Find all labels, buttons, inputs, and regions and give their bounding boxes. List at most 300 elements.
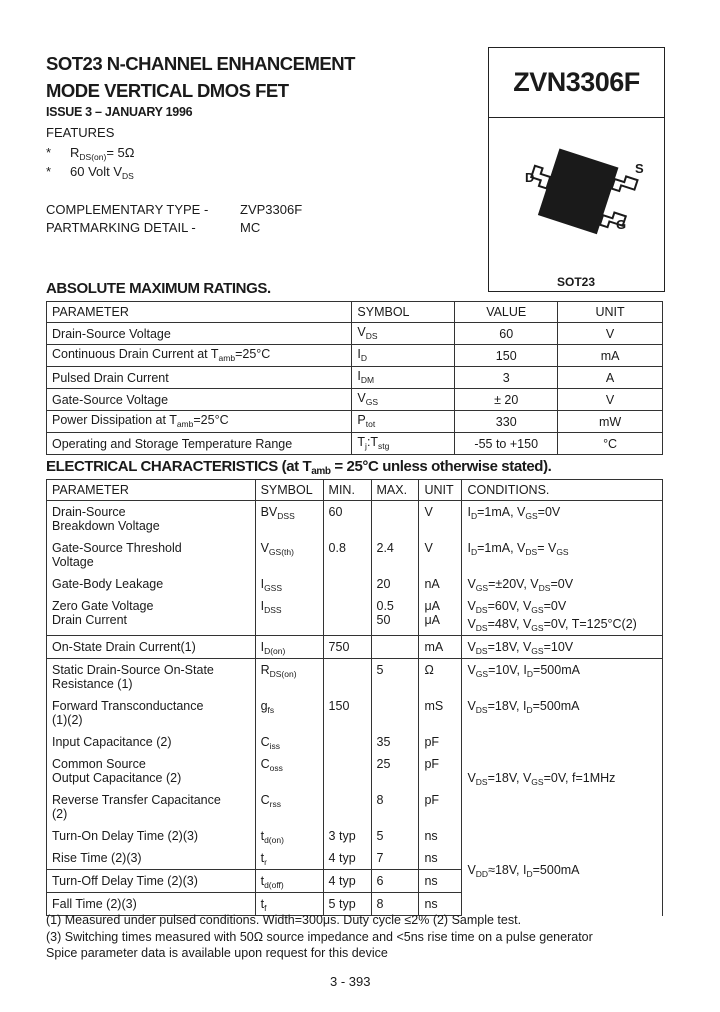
- sot23-package-diagram: [489, 116, 664, 291]
- elec-conditions-sub: GS: [531, 777, 544, 787]
- elec-min: [323, 789, 371, 825]
- elec-conditions-text: V: [522, 599, 532, 613]
- elec-parameter: [47, 870, 256, 893]
- elec-conditions-text: =0V: [543, 599, 567, 613]
- abs-max-parameter-text: Gate-Source Voltage: [52, 392, 169, 407]
- elec-conditions-text: V: [522, 617, 532, 631]
- footnote-2: (3) Switching times measured with 50Ω source impedance and <5ns rise time on a pulse generator: [46, 930, 593, 944]
- elec-parameter-text: (2): [52, 807, 68, 821]
- elec-conditions-text: V: [467, 617, 476, 631]
- elec-conditions-sub: GS: [525, 511, 538, 521]
- elec-max: [371, 753, 419, 789]
- elec-heading-a: ELECTRICAL CHARACTERISTICS (at T: [46, 458, 312, 475]
- elec-max-text: 8: [376, 793, 384, 807]
- elec-conditions-text: V: [467, 771, 476, 785]
- elec-heading-b: = 25°C unless otherwise stated).: [330, 458, 552, 475]
- elec-unit: [419, 753, 462, 789]
- elec-max-text: 5: [376, 829, 384, 843]
- elec-unit: [419, 695, 462, 731]
- elec-max: [371, 659, 419, 696]
- feature-vds-sub: DS: [122, 171, 134, 181]
- abs-max-symbol-main: T: [357, 434, 366, 449]
- package-box: [488, 116, 665, 292]
- elec-conditions-text: ≈18V,: [488, 863, 523, 878]
- elec-max-text: 2.4: [376, 541, 394, 555]
- elec-conditions-sub: DS: [525, 547, 538, 557]
- abs-max-table: [46, 301, 663, 455]
- abs-max-header-row: [47, 302, 663, 323]
- elec-unit-text: ns: [424, 897, 438, 911]
- elec-max: [371, 636, 419, 659]
- elec-conditions-sub: D: [526, 705, 533, 715]
- elec-min: [323, 537, 371, 573]
- feature-vds: [70, 164, 134, 181]
- abs-max-unit: °C: [558, 433, 663, 455]
- elec-min-text: 5 typ: [328, 897, 356, 911]
- elec-symbol: [255, 731, 323, 753]
- elec-conditions-text: =1mA,: [477, 505, 518, 519]
- elec-conditions-text: =60V,: [487, 599, 523, 613]
- elec-unit: [419, 595, 462, 636]
- elec-conditions-text: V: [467, 640, 476, 654]
- elec-parameter-text: Drain Current: [52, 613, 128, 627]
- elec-max-text: 50: [376, 613, 391, 627]
- elec-min-text: 60: [328, 505, 343, 519]
- abs-max-symbol-main: V: [357, 390, 366, 405]
- elec-conditions-text: V: [517, 541, 526, 555]
- abs-max-heading: ABSOLUTE MAXIMUM RATINGS.: [46, 280, 271, 297]
- elec-symbol-sub: DSS: [264, 605, 282, 615]
- elec-row: [47, 825, 663, 847]
- elec-conditions-sub: GS: [475, 583, 489, 593]
- elec-header-cell: MIN.: [323, 480, 371, 501]
- elec-unit: [419, 501, 462, 538]
- elec-symbol: [255, 659, 323, 696]
- elec-unit: [419, 731, 462, 753]
- elec-unit: [419, 847, 462, 870]
- elec-conditions-text: I: [467, 505, 471, 519]
- elec-parameter-text: Forward Transconductance: [52, 699, 204, 713]
- abs-max-unit: mW: [558, 411, 663, 433]
- elec-unit-text: ns: [424, 851, 438, 865]
- elec-conditions-text: =: [537, 541, 548, 555]
- elec-conditions: [462, 695, 663, 731]
- elec-conditions-sub: GS: [531, 605, 544, 615]
- elec-symbol-sub: GSS: [264, 583, 283, 593]
- elec-min-text: 4 typ: [328, 874, 356, 888]
- elec-conditions-sub: DS: [475, 777, 488, 787]
- elec-row: [47, 636, 663, 659]
- abs-max-symbol-main: :T: [366, 434, 379, 449]
- elec-symbol: [255, 825, 323, 847]
- elec-symbol-sub: oss: [269, 763, 283, 773]
- elec-conditions-sub: GS: [556, 547, 569, 557]
- elec-min: [323, 636, 371, 659]
- elec-min: [323, 695, 371, 731]
- elec-conditions: [462, 825, 663, 916]
- elec-symbol-main: I: [260, 640, 265, 654]
- elec-parameter-text: Gate-Body Leakage: [52, 577, 164, 591]
- elec-conditions-sub: DS: [538, 583, 551, 593]
- elec-conditions-text: =500mA: [532, 863, 580, 878]
- abs-max-symbol-main: V: [357, 324, 366, 339]
- elec-max-text: 6: [376, 874, 384, 888]
- page-number: 3 - 393: [330, 974, 371, 989]
- elec-conditions: [462, 731, 663, 825]
- elec-conditions-sub: DS: [475, 705, 488, 715]
- elec-symbol-sub: DS(on): [269, 669, 297, 679]
- elec-conditions-text: V: [522, 640, 532, 654]
- elec-unit: [419, 789, 462, 825]
- abs-max-parameter-text: Drain-Source Voltage: [52, 326, 171, 341]
- abs-max-parameter-text: Power Dissipation at T: [52, 412, 177, 427]
- elec-parameter-text: Turn-On Delay Time (2)(3): [52, 829, 199, 843]
- elec-conditions-sub: DD: [475, 869, 489, 880]
- elec-symbol-main: I: [260, 577, 265, 591]
- elec-conditions-text: V: [467, 863, 476, 878]
- elec-parameter-text: On-State Drain Current(1): [52, 640, 196, 654]
- feature-rdson-sub: DS(on): [79, 152, 107, 162]
- elec-conditions-text: =0V: [550, 577, 574, 591]
- abs-max-symbol-main: I: [357, 346, 361, 361]
- abs-max-unit: A: [558, 367, 663, 389]
- elec-conditions-text: V: [467, 577, 476, 591]
- abs-max-row: [47, 367, 663, 389]
- elec-parameter: [47, 636, 256, 659]
- elec-symbol-sub: iss: [269, 741, 280, 751]
- elec-symbol-sub: rss: [269, 799, 281, 809]
- elec-unit-text: V: [424, 541, 433, 555]
- title-line-1: SOT23 N-CHANNEL ENHANCEMENT: [46, 53, 355, 74]
- elec-max-text: 0.5: [376, 599, 394, 613]
- elec-parameter: [47, 753, 256, 789]
- elec-symbol-main: R: [260, 663, 270, 677]
- abs-max-symbol: [352, 345, 455, 367]
- elec-parameter-text: Static Drain-Source On-State: [52, 663, 214, 677]
- elec-symbol: [255, 595, 323, 636]
- abs-max-parameter: [47, 367, 352, 389]
- elec-parameter: [47, 731, 256, 753]
- elec-unit-text: μA: [424, 613, 441, 627]
- elec-header-cell: UNIT: [419, 480, 462, 501]
- elec-symbol-main: t: [260, 829, 265, 843]
- elec-conditions-text: =500mA: [532, 699, 580, 713]
- abs-max-value: ± 20: [455, 389, 558, 411]
- elec-conditions-text: =500mA: [533, 663, 580, 677]
- footnote-1: (1) Measured under pulsed conditions. Width=300μs. Duty cycle ≤2% (2) Sample test.: [46, 913, 522, 927]
- elec-min: [323, 595, 371, 636]
- elec-min-text: 0.8: [328, 541, 346, 555]
- elec-conditions: [462, 659, 663, 696]
- document-title: [46, 50, 355, 104]
- abs-max-parameter: [47, 411, 352, 433]
- elec-symbol: [255, 636, 323, 659]
- elec-symbol-main: g: [260, 699, 268, 713]
- abs-max-symbol: [352, 433, 455, 455]
- elec-conditions-text: =0V, f=1MHz: [543, 771, 616, 785]
- elec-symbol-main: C: [260, 757, 270, 771]
- elec-parameter-text: Drain-Source: [52, 505, 126, 519]
- abs-max-symbol-sub: D: [360, 352, 368, 363]
- elec-parameter: [47, 789, 256, 825]
- elec-header-cell: MAX.: [371, 480, 419, 501]
- abs-max-parameter: [47, 389, 352, 411]
- elec-symbol-main: V: [260, 541, 269, 555]
- elec-heading: [46, 458, 551, 477]
- elec-conditions-text: V: [467, 699, 476, 713]
- elec-symbol-main: BV: [260, 505, 278, 519]
- elec-parameter: [47, 573, 256, 595]
- abs-max-value: 60: [455, 323, 558, 345]
- elec-header-cell: PARAMETER: [47, 480, 256, 501]
- elec-min-text: 4 typ: [328, 851, 356, 865]
- elec-conditions-text: I: [522, 699, 527, 713]
- abs-max-parameter: [47, 433, 352, 455]
- abs-max-parameter-text: Operating and Storage Temperature Range: [52, 436, 293, 451]
- pin-label-s: S: [635, 161, 644, 176]
- elec-symbol-sub: fs: [267, 705, 275, 715]
- elec-conditions-sub: GS: [531, 623, 544, 633]
- elec-unit: [419, 870, 462, 893]
- complementary-type-value: ZVP3306F: [240, 202, 303, 217]
- elec-parameter: [47, 501, 256, 538]
- elec-symbol: [255, 789, 323, 825]
- elec-unit-text: pF: [424, 793, 440, 807]
- pin-label-g: G: [616, 217, 627, 232]
- elec-min: [323, 753, 371, 789]
- elec-unit: [419, 636, 462, 659]
- elec-max-text: 25: [376, 757, 391, 771]
- abs-max-symbol: [352, 411, 455, 433]
- elec-symbol-main: t: [260, 874, 265, 888]
- elec-unit-text: pF: [424, 735, 440, 749]
- abs-max-symbol-sub: j: [365, 440, 367, 451]
- elec-parameter-text: Fall Time (2)(3): [52, 897, 137, 911]
- abs-max-header-cell: VALUE: [455, 302, 558, 323]
- elec-unit-text: V: [424, 505, 433, 519]
- elec-parameter-text: Turn-Off Delay Time (2)(3): [52, 874, 198, 888]
- elec-conditions-text: =0V: [537, 505, 561, 519]
- elec-conditions-text: =18V,: [487, 699, 523, 713]
- abs-max-header-cell: PARAMETER: [47, 302, 352, 323]
- elec-parameter-text: Rise Time (2)(3): [52, 851, 142, 865]
- abs-max-symbol-main: I: [357, 368, 361, 383]
- abs-max-symbol: [352, 323, 455, 345]
- elec-max-text: 20: [376, 577, 391, 591]
- pin-label-d: D: [525, 170, 535, 185]
- abs-max-symbol-sub: tot: [365, 418, 376, 429]
- elec-max: [371, 847, 419, 870]
- elec-parameter-text: Breakdown Voltage: [52, 519, 160, 533]
- elec-parameter: [47, 695, 256, 731]
- elec-max-text: 35: [376, 735, 391, 749]
- elec-conditions-text: V: [547, 541, 557, 555]
- elec-parameter-text: Zero Gate Voltage: [52, 599, 154, 613]
- elec-conditions-sub: DS: [475, 623, 488, 633]
- elec-unit: [419, 537, 462, 573]
- elec-unit: [419, 825, 462, 847]
- part-number-box: [488, 47, 665, 118]
- elec-parameter: [47, 847, 256, 870]
- abs-max-parameter-sub: amb: [176, 418, 194, 429]
- elec-conditions-text: V: [530, 577, 539, 591]
- elec-min: [323, 847, 371, 870]
- abs-max-symbol-sub: DS: [365, 330, 378, 341]
- elec-min-text: 150: [328, 699, 350, 713]
- abs-max-symbol: [352, 367, 455, 389]
- feature-bullet-1: *: [46, 145, 52, 160]
- elec-row: [47, 501, 663, 538]
- elec-symbol-sub: GS(th): [268, 547, 294, 557]
- elec-max: [371, 573, 419, 595]
- abs-max-row: [47, 389, 663, 411]
- elec-conditions-text: I: [522, 863, 527, 878]
- elec-max-text: 5: [376, 663, 384, 677]
- abs-max-unit: V: [558, 323, 663, 345]
- elec-parameter-text: Common Source: [52, 757, 146, 771]
- elec-conditions-sub: D: [526, 669, 534, 679]
- elec-unit-text: mS: [424, 699, 444, 713]
- feature-rdson-main: R: [70, 145, 80, 160]
- elec-symbol-main: t: [260, 851, 265, 865]
- elec-min: [323, 870, 371, 893]
- elec-unit-text: ns: [424, 874, 438, 888]
- abs-max-parameter-rest: =25°C: [193, 412, 229, 427]
- elec-conditions-sub: GS: [475, 669, 489, 679]
- elec-header-cell: SYMBOL: [255, 480, 323, 501]
- package-name: SOT23: [556, 275, 596, 289]
- elec-header-cell: CONDITIONS.: [462, 480, 663, 501]
- elec-parameter: [47, 595, 256, 636]
- elec-symbol: [255, 753, 323, 789]
- elec-conditions-text: =18V,: [487, 640, 523, 654]
- partmarking-value: MC: [240, 220, 261, 235]
- title-line-2: MODE VERTICAL DMOS FET: [46, 80, 289, 101]
- footnote-3: Spice parameter data is available upon request for this device: [46, 946, 388, 960]
- elec-unit: [419, 659, 462, 696]
- elec-conditions-text: =10V,: [488, 663, 524, 677]
- feature-bullet-2: *: [46, 164, 52, 179]
- abs-max-parameter: [47, 323, 352, 345]
- elec-symbol: [255, 537, 323, 573]
- abs-max-parameter-text: Continuous Drain Current at T: [52, 346, 219, 361]
- elec-max: [371, 695, 419, 731]
- elec-parameter-text: Input Capacitance (2): [52, 735, 172, 749]
- elec-min-text: 750: [328, 640, 350, 654]
- elec-unit: [419, 573, 462, 595]
- elec-conditions: [462, 595, 663, 636]
- elec-conditions-text: =1mA,: [477, 541, 518, 555]
- abs-max-row: [47, 345, 663, 367]
- abs-max-header-cell: UNIT: [558, 302, 663, 323]
- elec-unit-text: nA: [424, 577, 440, 591]
- feature-rdson-rest: = 5Ω: [106, 145, 135, 160]
- elec-parameter-text: Gate-Source Threshold: [52, 541, 182, 555]
- abs-max-value: -55 to +150: [455, 433, 558, 455]
- elec-max: [371, 595, 419, 636]
- abs-max-parameter: [47, 345, 352, 367]
- issue-line: ISSUE 3 – JANUARY 1996: [46, 105, 193, 119]
- abs-max-symbol-sub: GS: [365, 396, 379, 407]
- complementary-type-label: COMPLEMENTARY TYPE -: [46, 202, 209, 217]
- elec-symbol-sub: d(on): [264, 835, 284, 845]
- abs-max-value: 150: [455, 345, 558, 367]
- elec-symbol: [255, 573, 323, 595]
- abs-max-symbol-main: P: [357, 412, 366, 427]
- elec-min-text: 3 typ: [328, 829, 356, 843]
- elec-min: [323, 501, 371, 538]
- elec-table: [46, 479, 663, 916]
- elec-conditions: [462, 573, 663, 595]
- elec-symbol-main: C: [260, 793, 270, 807]
- elec-row: [47, 595, 663, 636]
- elec-conditions-text: =18V,: [487, 771, 523, 785]
- abs-max-row: [47, 323, 663, 345]
- abs-max-parameter-sub: amb: [218, 352, 236, 363]
- elec-conditions-text: I: [523, 663, 527, 677]
- feature-rdson: [70, 145, 134, 162]
- elec-symbol-main: t: [260, 897, 265, 911]
- abs-max-row: [47, 411, 663, 433]
- abs-max-row: [47, 433, 663, 455]
- elec-conditions: [462, 501, 663, 538]
- elec-symbol: [255, 695, 323, 731]
- elec-unit-text: Ω: [424, 663, 434, 677]
- elec-parameter: [47, 537, 256, 573]
- elec-max: [371, 501, 419, 538]
- elec-conditions: [462, 537, 663, 573]
- elec-conditions-text: V: [517, 505, 526, 519]
- abs-max-header-cell: SYMBOL: [352, 302, 455, 323]
- elec-min: [323, 659, 371, 696]
- elec-parameter-text: Resistance (1): [52, 677, 133, 691]
- elec-min: [323, 731, 371, 753]
- elec-row: [47, 573, 663, 595]
- elec-unit-text: pF: [424, 757, 440, 771]
- elec-row: [47, 659, 663, 696]
- elec-row: [47, 537, 663, 573]
- abs-max-unit: mA: [558, 345, 663, 367]
- elec-parameter-text: Reverse Transfer Capacitance: [52, 793, 221, 807]
- elec-conditions-sub: D: [470, 547, 478, 557]
- abs-max-symbol-sub: stg: [378, 440, 390, 451]
- elec-symbol-sub: DSS: [277, 511, 295, 521]
- elec-conditions-text: =±20V,: [488, 577, 531, 591]
- elec-parameter-text: Voltage: [52, 555, 94, 569]
- elec-conditions-text: V: [467, 663, 476, 677]
- elec-conditions: [462, 636, 663, 659]
- elec-max-text: 8: [376, 897, 384, 911]
- abs-max-unit: V: [558, 389, 663, 411]
- elec-heading-sub: amb: [311, 466, 331, 477]
- elec-row: [47, 695, 663, 731]
- elec-conditions-sub: DS: [475, 646, 488, 656]
- elec-conditions-sub: D: [470, 511, 478, 521]
- elec-max: [371, 789, 419, 825]
- elec-row: [47, 731, 663, 753]
- abs-max-parameter-rest: =25°C: [235, 346, 271, 361]
- abs-max-value: 3: [455, 367, 558, 389]
- elec-conditions-text: =0V, T=125°C(2): [543, 617, 637, 631]
- elec-conditions-text: V: [467, 599, 476, 613]
- elec-max: [371, 731, 419, 753]
- elec-conditions-text: I: [467, 541, 471, 555]
- elec-symbol-sub: d(off): [264, 880, 284, 890]
- elec-symbol: [255, 847, 323, 870]
- elec-max: [371, 870, 419, 893]
- elec-unit-text: mA: [424, 640, 444, 654]
- elec-min: [323, 573, 371, 595]
